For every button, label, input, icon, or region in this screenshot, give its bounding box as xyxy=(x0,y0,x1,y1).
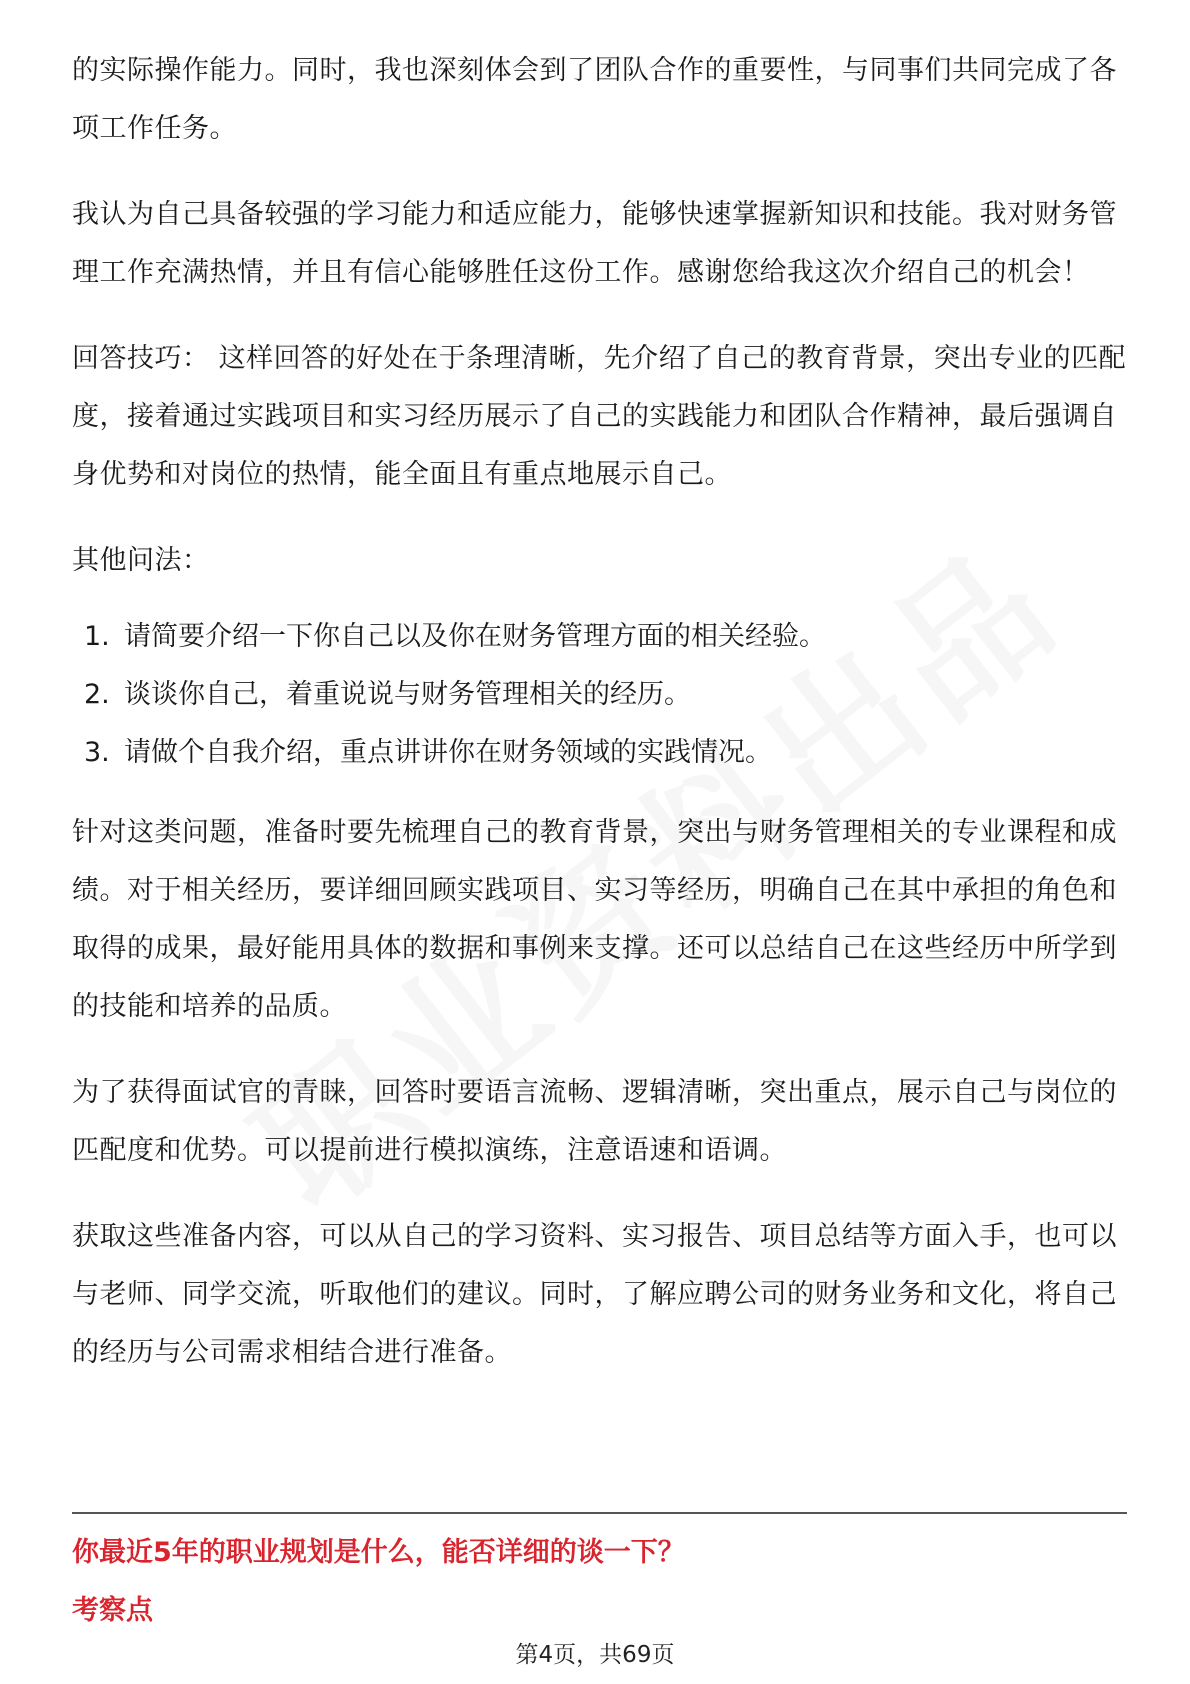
page-number: 第4页，共69页 xyxy=(515,1642,675,1668)
sources-paragraph: 获取这些准备内容，可以从自己的学习资料、实习报告、项目总结等方面入手，也可以与老师、同学交流，听取他们的建议。同时，了解应聘公司的财务业务和文化，将自己的经历与公司需求相结合进行准备。 xyxy=(72,1221,1117,1368)
section-divider xyxy=(72,1512,1127,1514)
next-question-title: 你最近5年的职业规划是什么，能否详细的谈一下？ xyxy=(72,1537,685,1568)
list-item: 1. 请简要介绍一下你自己以及你在财务管理方面的相关经验。 xyxy=(84,621,826,652)
list-item: 2. 谈谈你自己，着重说说与财务管理相关的经历。 xyxy=(84,679,691,710)
paragraph-2: 我认为自己具备较强的学习能力和适应能力，能够快速掌握新知识和技能。我对财务管理工作充满热情，并且有信心能够胜任这份工作。感谢您给我这次介绍自己的机会！ xyxy=(72,199,1117,288)
delivery-paragraph: 为了获得面试官的青睐，回答时要语言流畅、逻辑清晰，突出重点，展示自己与岗位的匹配度和优势。可以提前进行模拟演练，注意语速和语调。 xyxy=(72,1077,1117,1166)
answer-tips-paragraph: 回答技巧： 这样回答的好处在于条理清晰，先介绍了自己的教育背景，突出专业的匹配度，接着通过实践项目和实习经历展示了自己的实践能力和团队合作精神，最后强调自身优势和对岗位的热情，能全面且有重点地展示自己。 xyxy=(72,343,1127,490)
alt-questions-list xyxy=(72,608,1127,782)
preparation-paragraph: 针对这类问题，准备时要先梳理自己的教育背景，突出与财务管理相关的专业课程和成绩。对于相关经历，要详细回顾实践项目、实习等经历，明确自己在其中承担的角色和取得的成果，最好能用具体的数据和事例来支撑。还可以总结自己在这些经历中所学到的技能和培养的品质。 xyxy=(72,817,1117,1022)
document-body xyxy=(72,42,1127,1382)
paragraph-1: 的实际操作能力。同时，我也深刻体会到了团队合作的重要性，与同事们共同完成了各项工作任务。 xyxy=(72,55,1117,144)
list-item: 3. 请做个自我介绍，重点讲讲你在财务领域的实践情况。 xyxy=(84,737,772,768)
next-question-subtitle: 考察点 xyxy=(72,1595,153,1626)
other-questions-heading: 其他问法： xyxy=(72,545,210,576)
